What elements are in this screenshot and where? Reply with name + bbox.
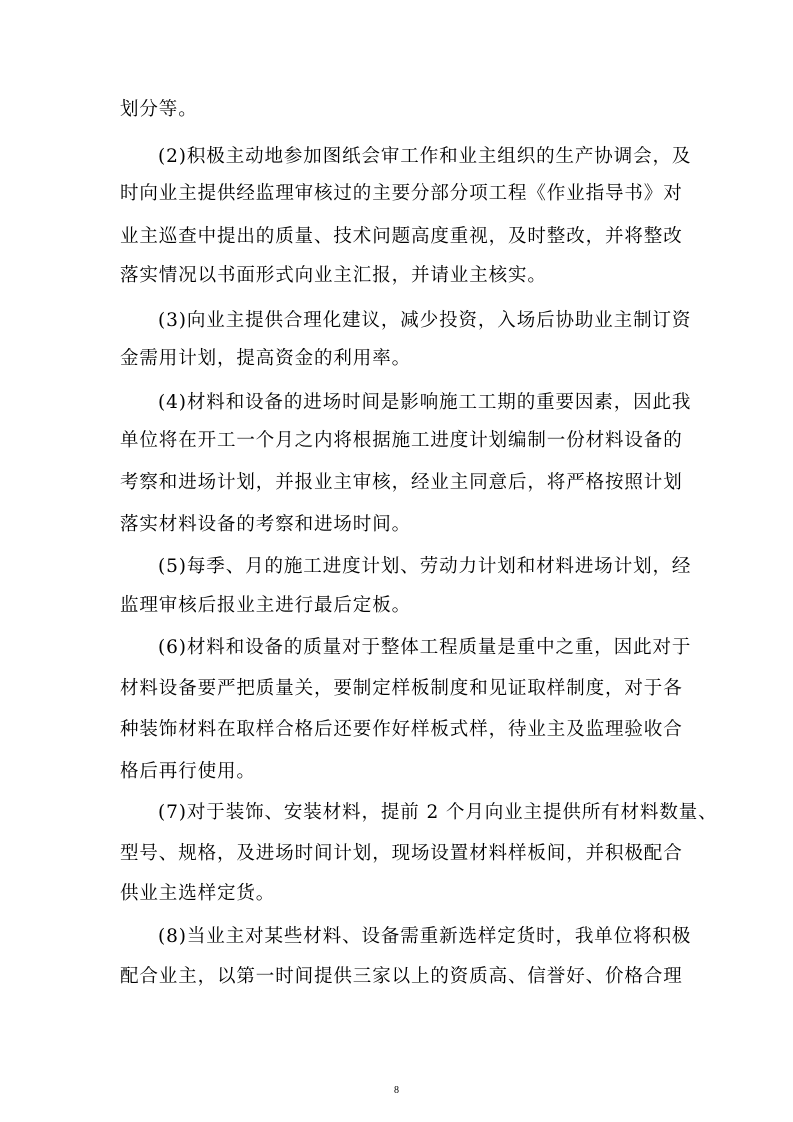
text-line: 材料设备要严把质量关，要制定样板制度和见证取样制度，对于各 (120, 678, 683, 699)
paragraph-first-line: (6)材料和设备的质量对于整体工程质量是重中之重，因此对于 (158, 637, 692, 658)
paragraph-first-line: (3)向业主提供合理化建议，减少投资，入场后协助业主制订资 (158, 310, 692, 331)
text-line: 单位将在开工一个月之内将根据施工进度计划编制一份材料设备的 (120, 430, 683, 451)
paragraph-first-line: (8)当业主对某些材料、设备需重新选样定货时，我单位将积极 (158, 926, 692, 947)
text-line: 配合业主，以第一时间提供三家以上的资质高、信誉好、价格合理 (120, 966, 683, 987)
paragraph-first-line: (2)积极主动地参加图纸会审工作和业主组织的生产协调会，及 (158, 146, 692, 167)
paragraph-first-line: (4)材料和设备的进场时间是影响施工工期的重要因素，因此我 (158, 392, 692, 413)
paragraph-first-line: (5)每季、月的施工进度计划、劳动力计划和材料进场计划，经 (158, 556, 692, 577)
text-line: 落实情况以书面形式向业主汇报，并请业主核实。 (120, 265, 547, 286)
text-line: 型号、规格，及进场时间计划，现场设置材料样板间，并积极配合 (120, 843, 683, 864)
text-line: 划分等。 (120, 99, 198, 120)
text-line: 供业主选样定货。 (120, 883, 276, 904)
text-line: 时向业主提供经监理审核过的主要分部分项工程《作业指导书》对 (120, 183, 683, 204)
text-line: 监理审核后报业主进行最后定板。 (120, 595, 412, 616)
text-line: 格后再行使用。 (120, 761, 256, 782)
text-line: 金需用计划，提高资金的利用率。 (120, 348, 412, 369)
text-line: 种装饰材料在取样合格后还要作好样板式样，待业主及监理验收合 (120, 719, 683, 740)
text-line: 考察和进场计划，并报业主审核，经业主同意后，将严格按照计划 (120, 472, 683, 493)
text-line: 落实材料设备的考察和进场时间。 (120, 514, 412, 535)
text-line: 业主巡查中提出的质量、技术问题高度重视，及时整改，并将整改 (120, 226, 683, 247)
page-number: 8 (394, 1085, 399, 1096)
paragraph-first-line: (7)对于装饰、安装材料，提前 2 个月向业主提供所有材料数量、 (158, 802, 718, 823)
